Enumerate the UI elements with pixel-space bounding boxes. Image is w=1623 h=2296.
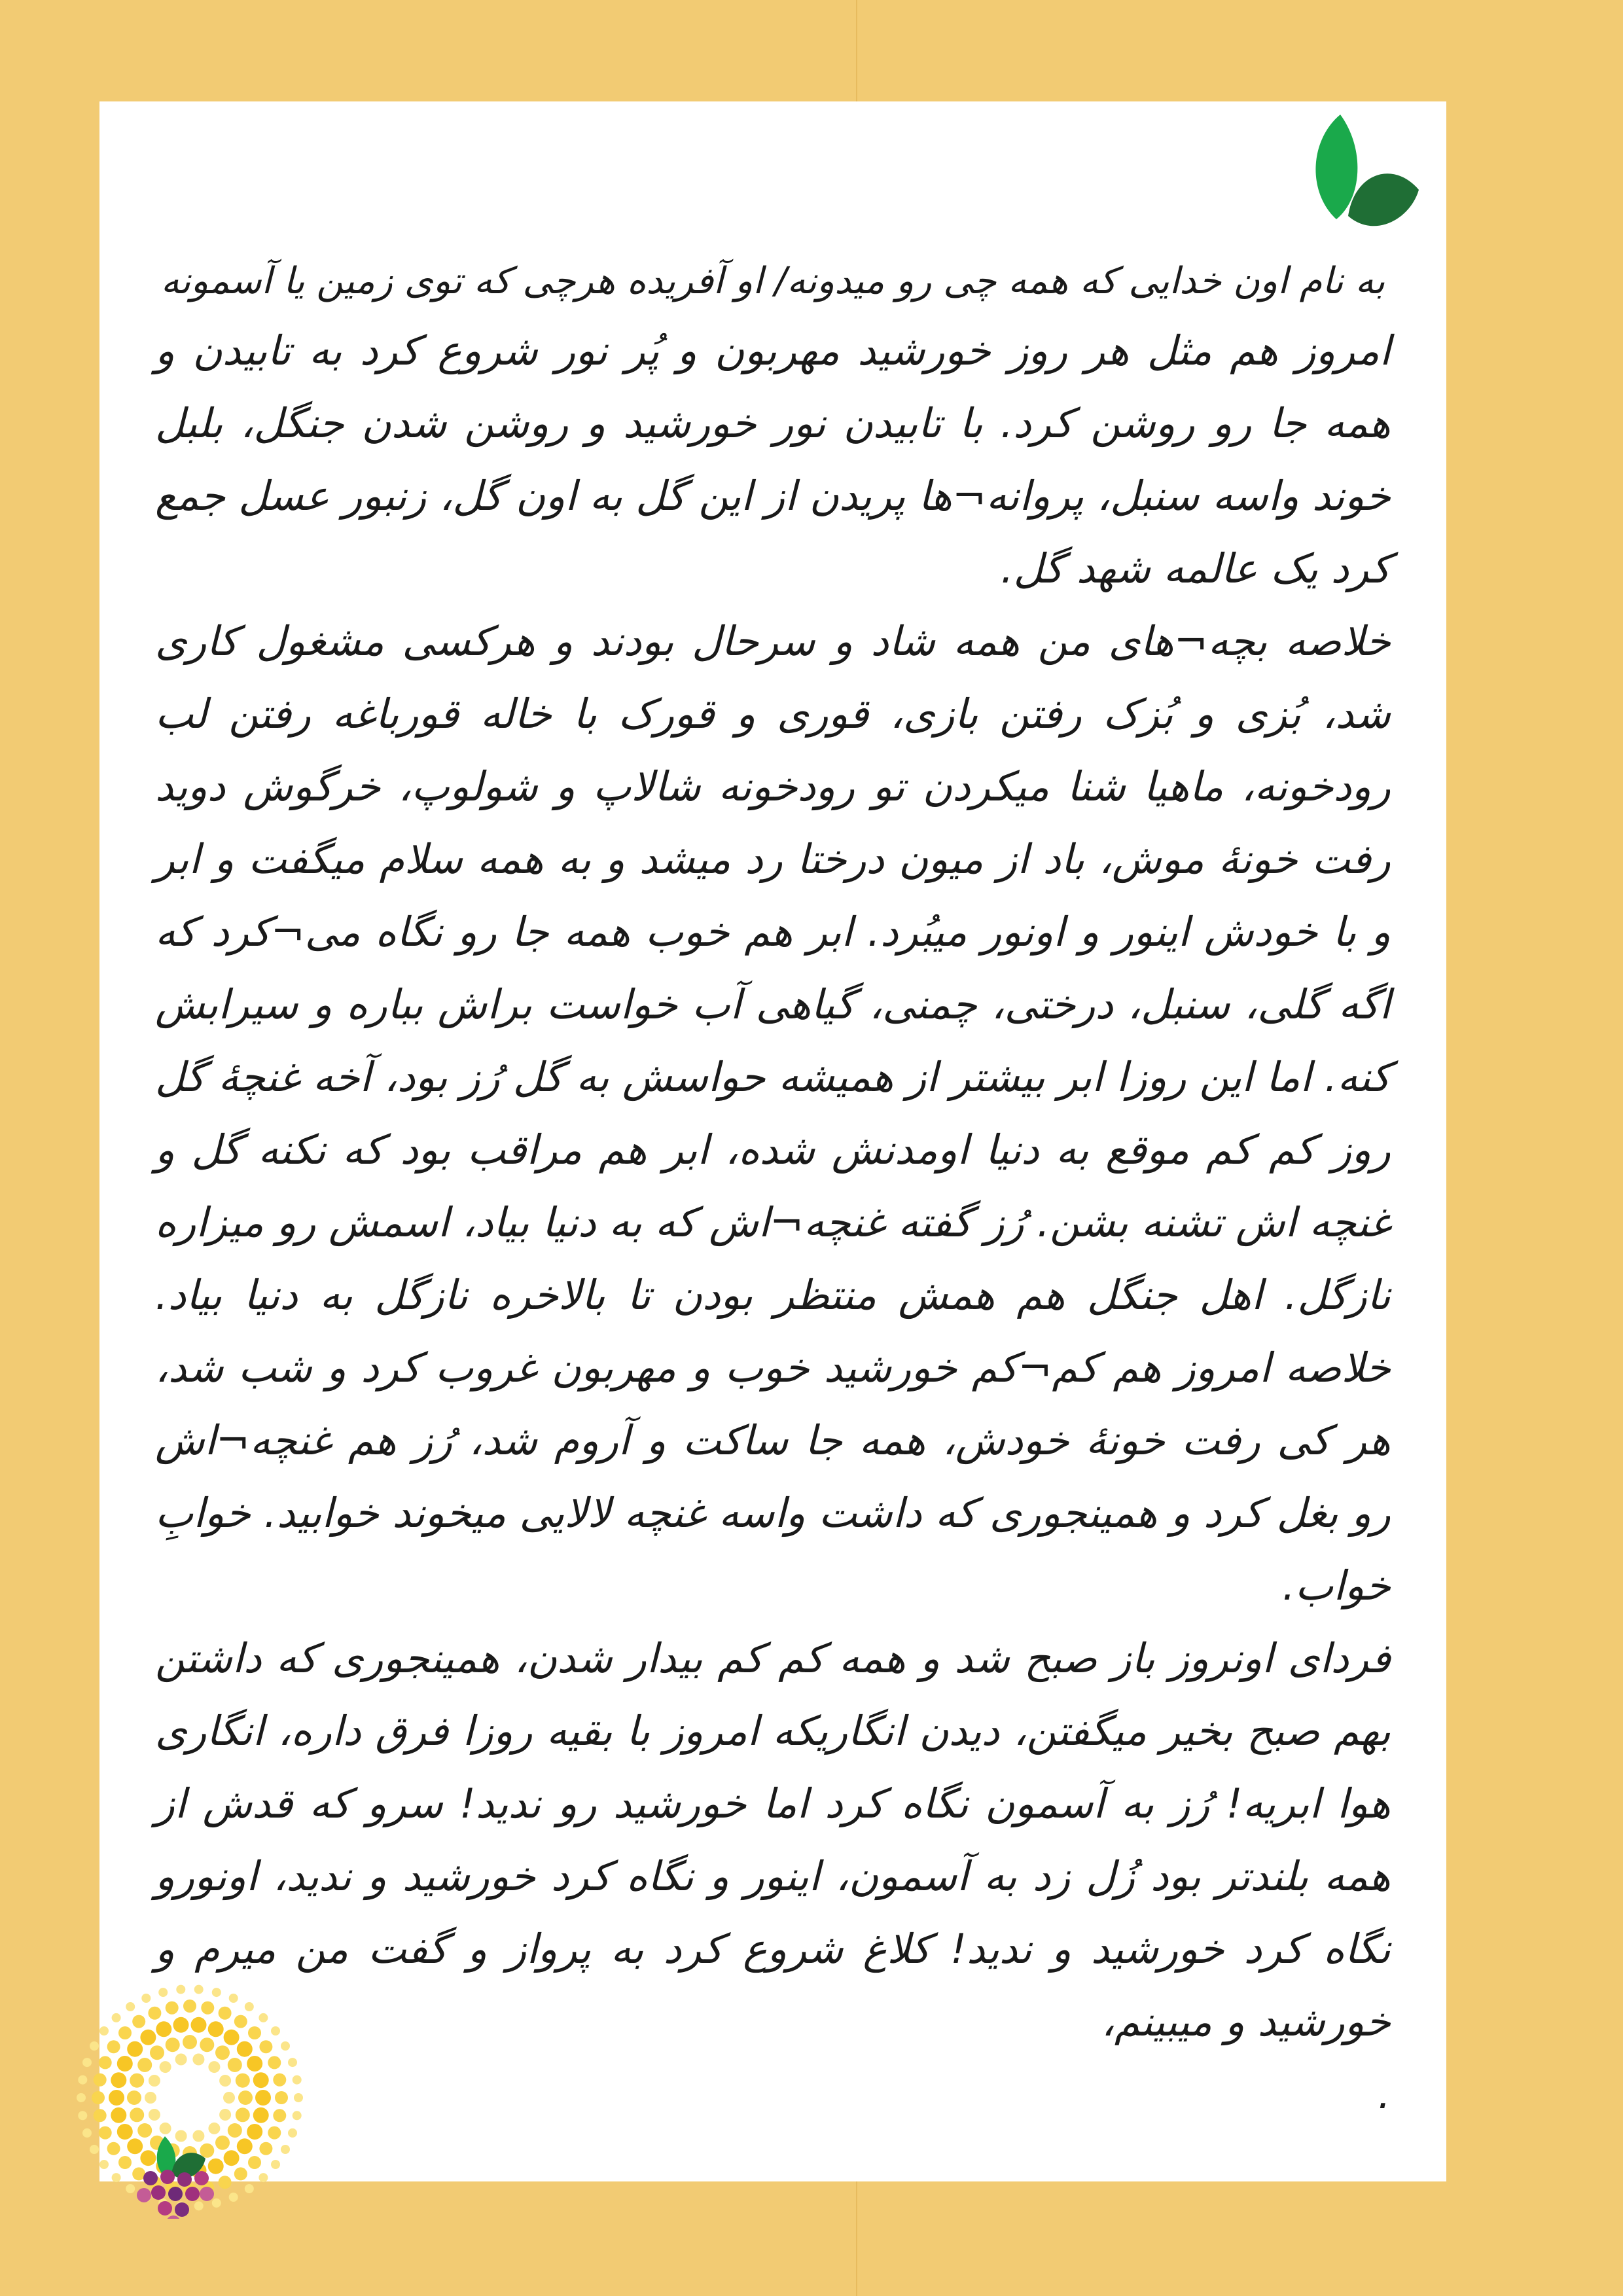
opening-verse: به نام اون خدایی که همه چی رو میدونه/ او آفریده هرچی که توی زمین یا آسمونه	[160, 260, 1385, 302]
document-page	[99, 101, 1446, 2181]
trailing-dot: .	[1378, 2070, 1391, 2118]
story-paragraph: امروز هم مثل هر روز خورشید مهربون و پُر نور شروع کرد به تابیدن و همه جا رو روشن کرد. با تابیدن نور خورشید و روشن شدن جنگل، بلبل خوند واسه سنبل، پروانه¬ها پریدن از این گل به اون گل، زنبور عسل جمع کرد یک عالمه شهد گل.	[155, 327, 1391, 592]
story-paragraph: فردای اونروز باز صبح شد و همه کم کم بیدار شدن، همینجوری که داشتن بهم صبح بخیر میگفتن، دیدن انگاریکه امروز با بقیه روزا فرق داره، انگاری هوا ابریه! رُز به آسمون نگاه کرد اما خورشید رو ندید! سرو که قدش از همه بلندتر بود زُل زد به آسمون، اینور و نگاه کرد خورشید و ندید، اونورو نگاه کرد خورشید و ندید! کلاغ شروع کرد به پرواز و گفت من میرم و خورشید و میبینم،	[155, 1634, 1391, 2045]
story-text	[155, 249, 1391, 2130]
story-paragraph: خلاصه بچه¬های من همه شاد و سرحال بودند و هرکسی مشغول کاری شد، بُزی و بُزک رفتن بازی، قوری و قورک با خاله قورباغه رفتن لب رودخونه، ماهیا شنا میکردن تو رودخونه شالاپ و شولوپ، خرگوش دوید رفت خونۀ موش، باد از میون درختا رد میشد و به همه سلام میگفت و ابر و با خودش اینور و اونور میبُرد. ابر هم خوب همه جا رو نگاه می¬کرد که اگه گلی، سنبل، درختی، چمنی، گیاهی آب خواست براش بباره و سیرابش کنه. اما این روزا ابر بیشتر از همیشه حواسش به گل رُز بود، آخه غنچۀ گل روز کم کم موقع به دنیا اومدنش شده، ابر هم مراقب بود که نکنه گل و غنچه اش تشنه بشن. رُز گفته غنچه¬اش که به دنیا بیاد، اسمش رو میزاره نازگل. اهل جنگل هم همش منتظر بودن تا بالاخره نازگل به دنیا بیاد. خلاصه امروز هم کم¬کم خورشید خوب و مهربون غروب کرد و شب شد، هر کی رفت خونۀ خودش، همه جا ساکت و آروم شد، رُز هم غنچه¬اش رو بغل کرد و همینجوری که داشت واسه غنچه لالایی میخوند خوابید. خوابِ خواب.	[155, 617, 1391, 1609]
grape-cluster-icon	[137, 2170, 214, 2219]
leaf-logo-icon	[1302, 115, 1420, 245]
sun-dots-decoration-icon	[72, 1983, 308, 2219]
